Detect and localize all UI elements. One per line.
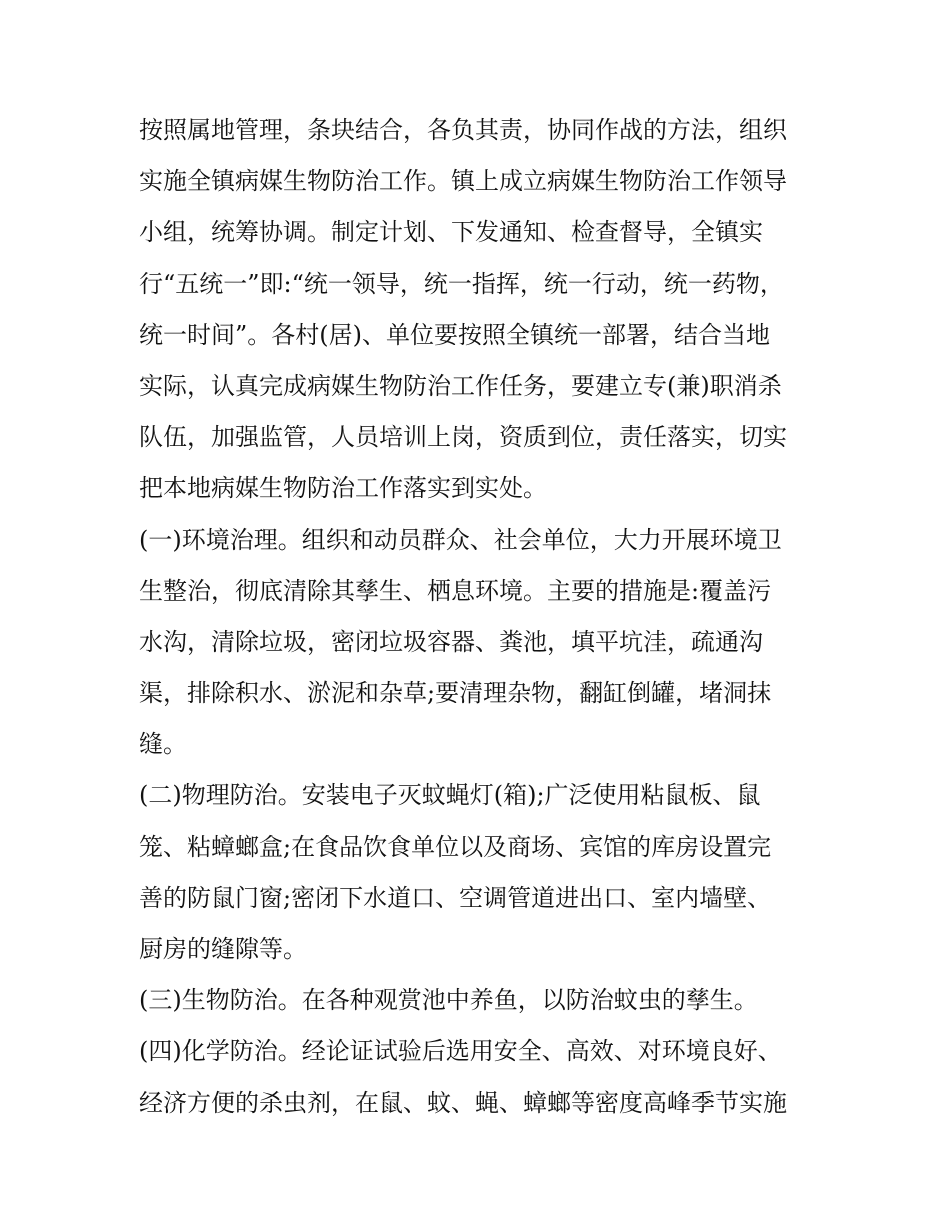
text-line-15: 笼、粘蟑螂盒;在食品饮食单位以及商场、宾馆的库房设置完 bbox=[139, 832, 772, 861]
text-line-4: 行“五统一”即:“统一领导，统一指挥，统一行动，统一药物， bbox=[139, 269, 784, 298]
text-line-20: 经济方便的杀虫剂，在鼠、蚊、蝇、蟑螂等密度高峰季节实施 bbox=[139, 1088, 787, 1117]
text-line-8: 把本地病媒生物防治工作落实到实处。 bbox=[139, 474, 547, 503]
text-line-1: 按照属地管理，条块结合，各负其责，协同作战的方法，组织 bbox=[139, 116, 787, 144]
text-line-11: 水沟，清除垃圾，密闭垃圾容器、粪池，填平坑洼，疏通沟 bbox=[139, 627, 763, 656]
text-line-2: 实施全镇病媒生物防治工作。镇上成立病媒生物防治工作领导 bbox=[139, 167, 787, 196]
text-line-13: 缝。 bbox=[139, 730, 187, 759]
text-line-10: 生整治，彻底清除其孳生、栖息环境。主要的措施是:覆盖污 bbox=[139, 576, 772, 605]
text-line-9: (一)环境治理。组织和动员群众、社会单位，大力开展环境卫 bbox=[139, 525, 782, 554]
text-line-19: (四)化学防治。经论证试验后选用安全、高效、对环境良好、 bbox=[139, 1037, 782, 1066]
text-line-14: (二)物理防治。安装电子灭蚊蝇灯(箱);广泛使用粘鼠板、鼠 bbox=[139, 781, 761, 810]
text-line-18: (三)生物防治。在各种观赏池中养鱼，以防治蚊虫的孳生。 bbox=[139, 986, 758, 1015]
document-body bbox=[139, 105, 819, 1129]
text-line-7: 队伍，加强监管，人员培训上岗，资质到位，责任落实，切实 bbox=[139, 423, 787, 452]
text-line-17: 厨房的缝隙等。 bbox=[139, 935, 307, 963]
text-line-6: 实际，认真完成病媒生物防治工作任务，要建立专(兼)职消杀 bbox=[139, 371, 782, 400]
text-line-3: 小组，统筹协调。制定计划、下发通知、检查督导，全镇实 bbox=[139, 218, 763, 247]
text-line-12: 渠，排除积水、淤泥和杂草;要清理杂物，翻缸倒罐，堵洞抹 bbox=[139, 679, 772, 708]
text-line-5: 统一时间”。各村(居)、单位要按照全镇统一部署，结合当地 bbox=[139, 320, 770, 349]
text-line-16: 善的防鼠门窗;密闭下水道口、空调管道进出口、室内墙壁、 bbox=[139, 883, 772, 912]
